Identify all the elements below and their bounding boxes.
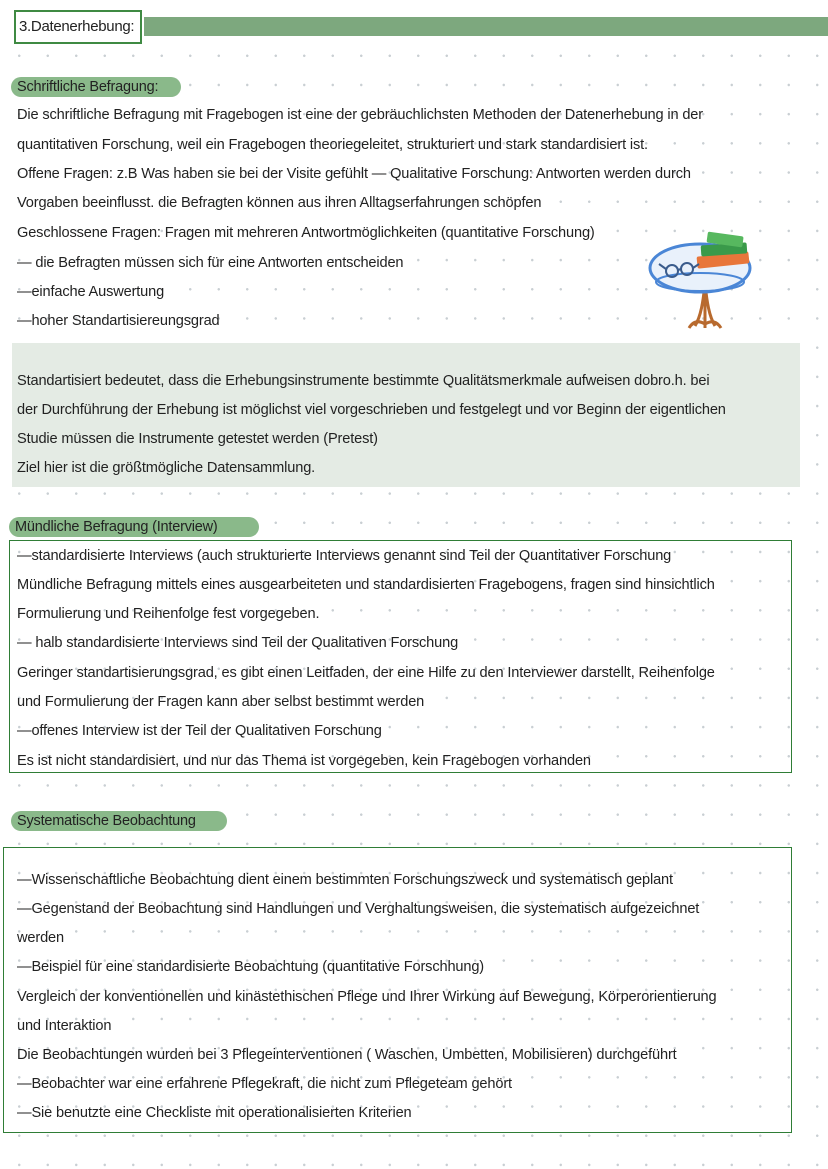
text-line: —Wissenschaftliche Beobachtung dient einem bestimmten Forschungszweck und systematisch geplant <box>17 872 673 888</box>
text-line: Vergleich der konventionellen und kinästethischen Pflege und Ihrer Wirkung auf Bewegung, Körperorientierung <box>17 989 717 1005</box>
title-bar <box>144 17 828 36</box>
text-line: — die Befragten müssen sich für eine Antworten entscheiden <box>17 255 404 271</box>
table-with-books-and-glasses-icon <box>645 224 765 336</box>
text-line: Studie müssen die Instrumente getestet werden (Pretest) <box>17 431 378 447</box>
text-line: Die schriftliche Befragung mit Fragebogen ist eine der gebräuchlichsten Methoden der Datenerhebung in der <box>17 107 703 123</box>
text-line: Es ist nicht standardisiert, und nur das Thema ist vorgegeben, kein Fragebogen vorhanden <box>17 753 591 769</box>
text-line: —hoher Standartisiereungsgrad <box>17 313 220 329</box>
text-line: Offene Fragen: z.B Was haben sie bei der Visite gefühlt — Qualitative Forschung: Antworten werden durch <box>17 166 691 182</box>
section-heading-muendlich: Mündliche Befragung (Interview) <box>9 517 259 537</box>
text-line: Geringer standartisierungsgrad, es gibt einen Leitfaden, der eine Hilfe zu den Interviewer darstellt, Reihenfolge <box>17 665 715 681</box>
text-line: —Beobachter war eine erfahrene Pflegekraft, die nicht zum Pflegeteam gehört <box>17 1076 512 1092</box>
text-line: quantitativen Forschung, weil ein Fragebogen theoriegeleitet, strukturiert und stark standardisiert ist. <box>17 137 648 153</box>
text-line: der Durchführung der Erhebung ist möglichst viel vorgeschrieben und festgelegt und vor Beginn der eigentlichen <box>17 402 726 418</box>
text-line: Die Beobachtungen wurden bei 3 Pflegeinterventionen ( Waschen, Umbetten, Mobilisieren) durchgeführt <box>17 1047 677 1063</box>
section-heading-beobachtung: Systematische Beobachtung <box>11 811 227 831</box>
text-line: Mündliche Befragung mittels eines ausgearbeiteten und standardisierten Fragebogens, fragen sind hinsichtlich <box>17 577 715 593</box>
text-line: Formulierung und Reihenfolge fest vorgegeben. <box>17 606 320 622</box>
text-line: —Sie benutzte eine Checkliste mit operationalisierten Kriterien <box>17 1105 412 1121</box>
text-line: werden <box>17 930 64 946</box>
text-line: —Gegenstand der Beobachtung sind Handlungen und Verghaltungsweisen, die systematisch aufgezeichnet <box>17 901 700 917</box>
text-line: und Interaktion <box>17 1018 112 1034</box>
text-line: — halb standardisierte Interviews sind Teil der Qualitativen Forschung <box>17 635 459 651</box>
section-heading-schriftlich: Schriftliche Befragung: <box>11 77 181 97</box>
text-line: —Beispiel für eine standardisierte Beobachtung (quantitative Forschhung) <box>17 959 485 975</box>
text-line: und Formulierung der Fragen kann aber selbst bestimmt werden <box>17 694 425 710</box>
page-title: 3.Datenerhebung: <box>14 10 142 44</box>
text-line: Geschlossene Fragen: Fragen mit mehreren Antwortmöglichkeiten (quantitative Forschung) <box>17 225 595 241</box>
text-line: —einfache Auswertung <box>17 284 165 300</box>
text-line: —standardisierte Interviews (auch strukturierte Interviews genannt sind Teil der Quantitativer Forschung <box>17 548 672 564</box>
text-line: —offenes Interview ist der Teil der Qualitativen Forschung <box>17 723 382 739</box>
text-line: Standartisiert bedeutet, dass die Erhebungsinstrumente bestimmte Qualitätsmerkmale aufweisen dobro.h. bei <box>17 373 710 389</box>
text-line: Ziel hier ist die größtmögliche Datensammlung. <box>17 460 316 476</box>
text-line: Vorgaben beeinflusst. die Befragten können aus ihren Alltagserfahrungen schöpfen <box>17 195 542 211</box>
